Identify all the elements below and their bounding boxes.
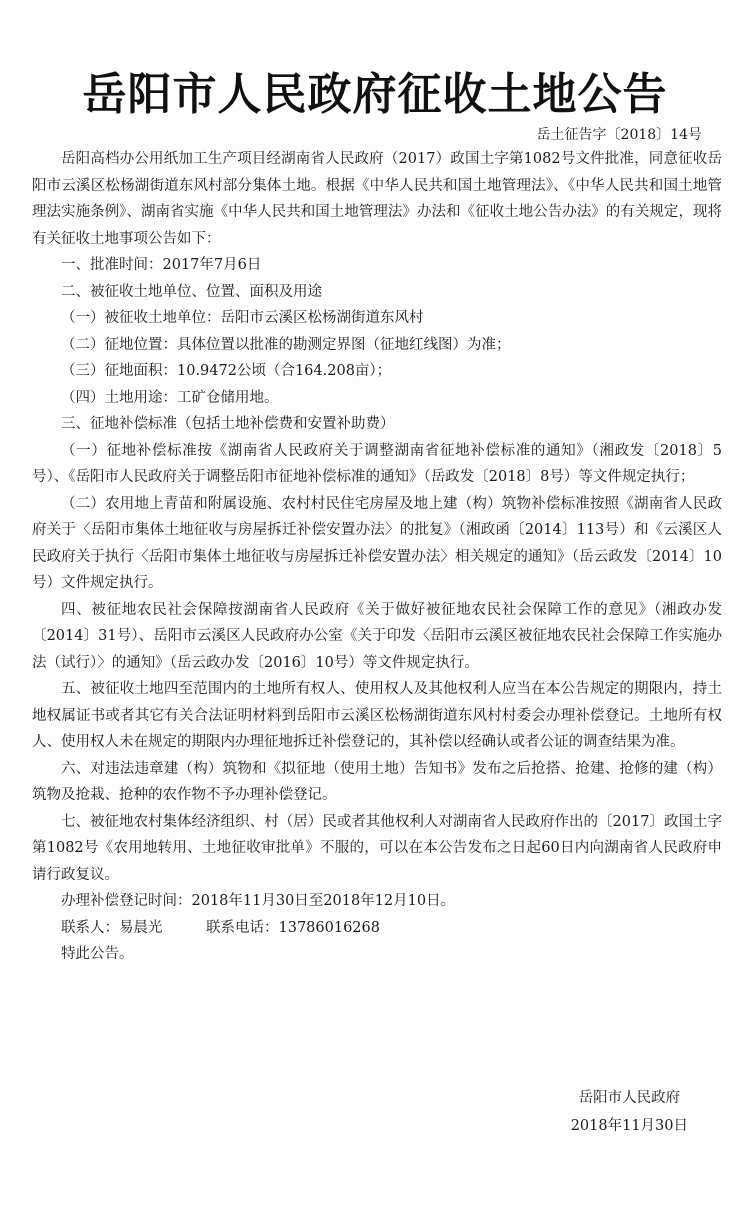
issue-date: 2018年11月30日 <box>570 1118 688 1134</box>
social-security-paragraph: 四、被征地农民社会保障按湖南省人民政府《关于做好被征地农民社会保障工作的意见》（湘政办发〔2014〕31号）、岳阳市云溪区人民政府办公室《关于印发〈岳阳市云溪区被征地农民社会保障工作实施办法（试行）〉的通知》（岳云政办发〔2016〕10号）等文件规定执行。 <box>32 601 722 671</box>
compensation-standard-1: （一）征地补偿标准按《湖南省人民政府关于调整湖南省征地补偿标准的通知》（湘政发〔2018〕5号）、《岳阳市人民政府关于调整岳阳市征地补偿标准的通知》（岳政发〔2018〕8号）等文件规定执行； <box>32 442 722 485</box>
section-heading-land-info: 二、被征收土地单位、位置、面积及用途 <box>61 283 322 300</box>
appeal-paragraph: 七、被征地农村集体经济组织、村（居）民或者其他权利人对湖南省人民政府作出的〔2017〕政国土字第1082号《农用地转用、土地征收审批单》不服的，可以在本公告发布之日起60日内向湖南省人民政府申请行政复议。 <box>32 813 722 883</box>
land-unit: （一）被征收土地单位：岳阳市云溪区松杨湖街道东风村 <box>61 310 424 326</box>
document-title: 岳阳市人民政府征收土地公告 <box>82 69 668 120</box>
signature-block <box>571 1084 688 1140</box>
illegal-construction-paragraph: 六、对违法违章建（构）筑物和《拟征地（使用土地）告知书》发布之后抢搭、抢建、抢修的建（构）筑物及抢栽、抢种的农作物不予办理补偿登记。 <box>32 760 722 803</box>
section-heading-compensation: 三、征地补偿标准（包括土地补偿费和安置补助费） <box>61 416 395 432</box>
intro-paragraph: 岳阳高档办公用纸加工生产项目经湖南省人民政府（2017）政国土字第1082号文件批准，同意征收岳阳市云溪区松杨湖街道东风村部分集体土地。根据《中华人民共和国土地管理法》、《中华人民共和国土地管理法实施条例》、湖南省实施《中华人民共和国土地管理法》办法和《征收土地公告办法》的有关规定，现将有关征收土地事项公告如下： <box>32 151 722 247</box>
closing-line: 特此公告。 <box>61 946 134 962</box>
land-location: （二）征地位置：具体位置以批准的勘测定界图（征地红线图）为准； <box>61 336 511 353</box>
compensation-standard-2: （二）农用地上青苗和附属设施、农村村民住宅房屋及地上建（构）筑物补偿标准按照《湖南省人民政府关于〈岳阳市集体土地征收与房屋拆迁补偿安置办法〉的批复》（湘政函〔2014〕113号）和《云溪区人民政府关于执行〈岳阳市集体土地征收与房屋拆迁补偿安置办法〉相关规定的通知》（岳云政发〔2014〕10号）文件规定执行。 <box>32 495 722 591</box>
contact-info: 联系人：易晨光 联系电话：13786016268 <box>61 919 380 936</box>
issuer-name: 岳阳市人民政府 <box>578 1090 681 1106</box>
land-use: （四）土地用途：工矿仓储用地。 <box>61 389 279 406</box>
approval-time: 一、批准时间：2017年7月6日 <box>61 257 262 273</box>
registration-time: 办理补偿登记时间：2018年11月30日至2018年12月10日。 <box>61 893 456 909</box>
document-body <box>32 146 722 968</box>
registration-paragraph: 五、被征收土地四至范围内的土地所有权人、使用权人及其他权利人应当在本公告规定的期限内，持土地权属证书或者其它有关合法证明材料到岳阳市云溪区松杨湖街道东风村村委会办理补偿登记。土地所有权人、使用权人未在规定的期限内办理征地拆迁补偿登记的，其补偿以经确认或者公证的调查结果为准。 <box>32 681 722 750</box>
land-area: （三）征地面积：10.9472公顷（合164.208亩）； <box>61 363 392 379</box>
document-number: 岳土征告字〔2018〕14号 <box>536 127 702 143</box>
